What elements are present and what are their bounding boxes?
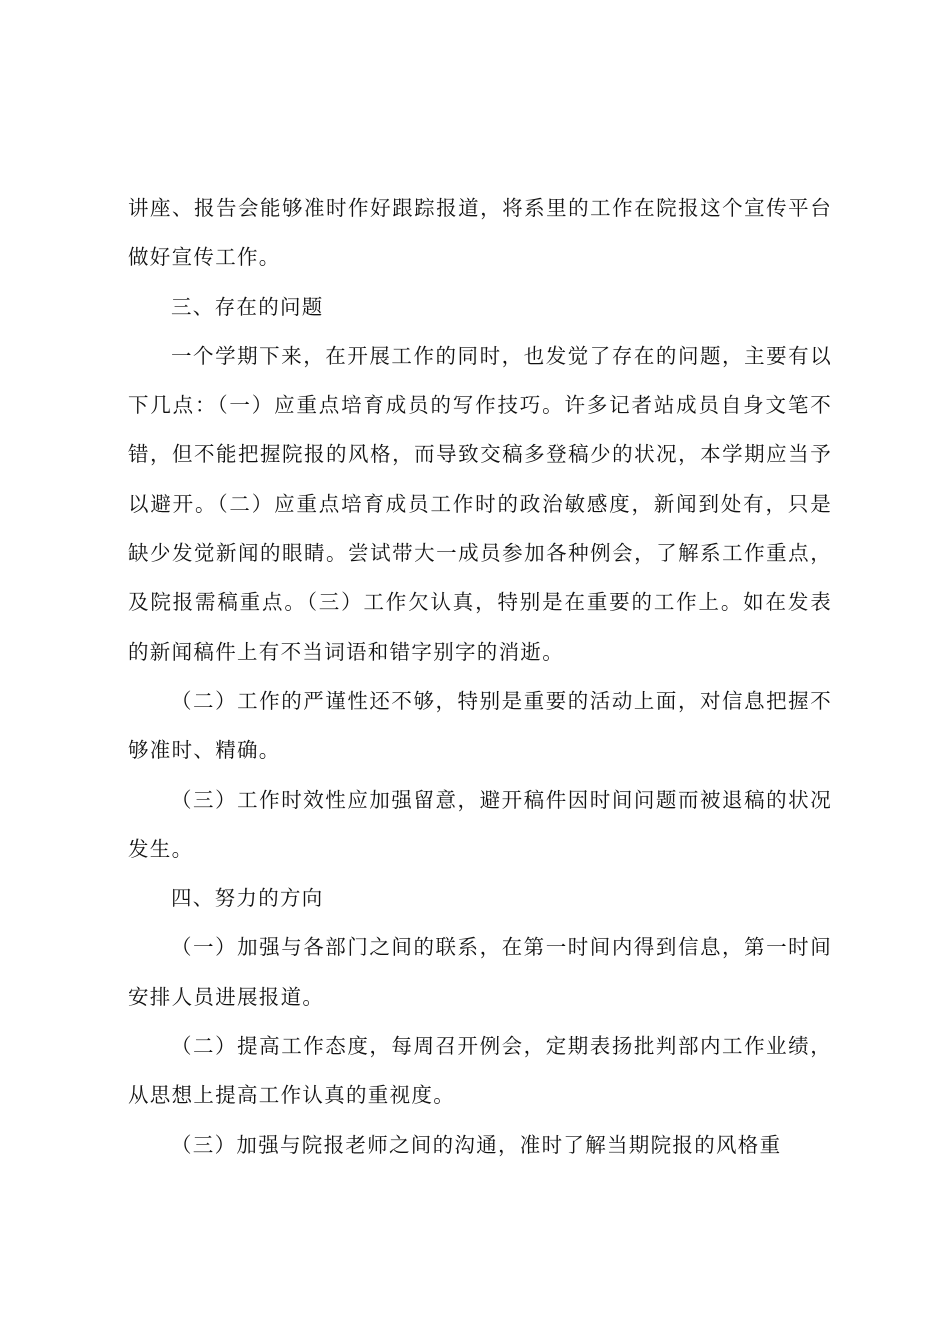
section-heading-direction: 四、努力的方向 (171, 886, 324, 911)
paragraph-direction-attitude: （二）提高工作态度，每周召开例会，定期表扬批判部内工作业绩，从思想上提高工作认真的重视度。 (128, 1034, 832, 1108)
paragraph-problem-rigor: （二）工作的严谨性还不够，特别是重要的活动上面，对信息把握不够准时、精确。 (128, 688, 832, 763)
section-heading-problems: 三、存在的问题 (171, 294, 324, 319)
document-body (128, 184, 832, 1170)
paragraph-direction-communication: （一）加强与各部门之间的联系，在第一时间内得到信息，第一时间安排人员进展报道。 (128, 935, 832, 1009)
paragraph-direction-teachers: （三）加强与院报老师之间的沟通，准时了解当期院报的风格重 (171, 1132, 782, 1157)
paragraph-problem-timeliness: （三）工作时效性应加强留意，避开稿件因时间问题而被退稿的状况发生。 (128, 787, 832, 861)
paragraph-problems-overview: 一个学期下来，在开展工作的同时，也发觉了存在的问题，主要有以下几点：（一）应重点培育成员的写作技巧。许多记者站成员自身文笔不错，但不能把握院报的风格，而导致交稿多登稿少的状况，本学期应当予以避开。（二）应重点培育成员工作时的政治敏感度，新闻到处有，只是缺少发觉新闻的眼睛。尝试带大一成员参加各种例会，了解系工作重点，及院报需稿重点。（三）工作欠认真，特别是在重要的工作上。如在发表的新闻稿件上有不当词语和错字别字的消逝。 (128, 343, 832, 664)
paragraph-continuation: 讲座、报告会能够准时作好跟踪报道，将系里的工作在院报这个宣传平台做好宣传工作。 (128, 196, 832, 270)
